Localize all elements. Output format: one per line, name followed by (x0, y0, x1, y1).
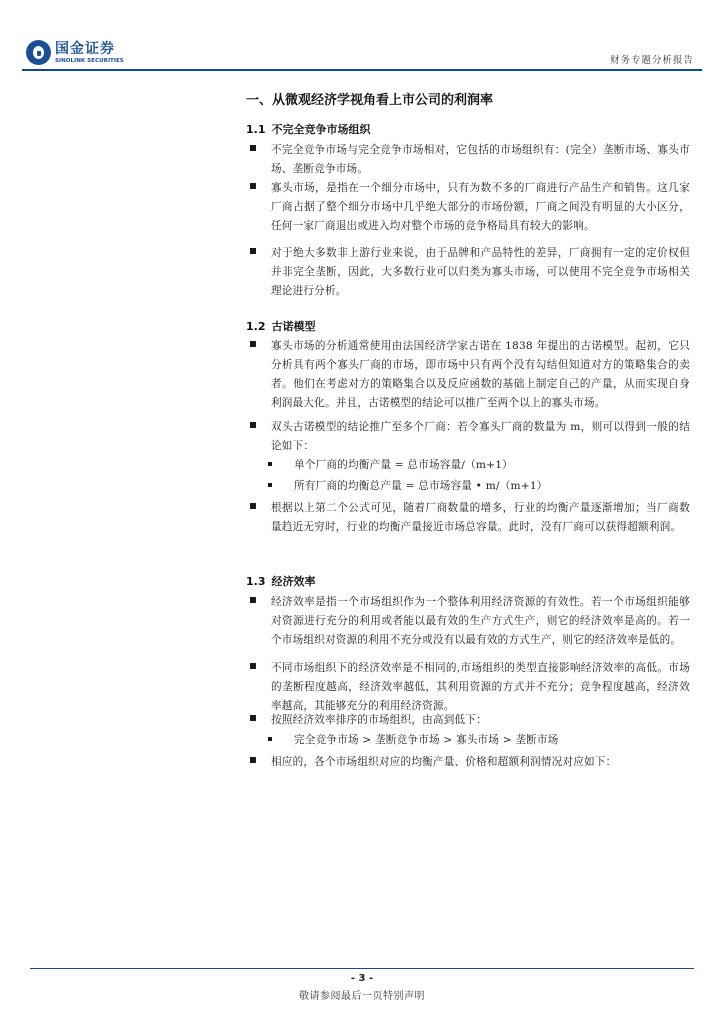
bullet-square-icon (250, 757, 256, 763)
list-item (250, 244, 690, 301)
subsection-title: 经济效率 (271, 575, 316, 588)
header-divider (22, 69, 702, 71)
bullet-square-icon (250, 503, 256, 509)
subsection-title: 不完全竞争市场组织 (271, 123, 371, 136)
report-type-label: 财务专题分析报告 (609, 55, 694, 66)
list-item (250, 141, 690, 179)
bullet-square-icon (250, 715, 256, 721)
subsection-number: 1.1 (246, 123, 266, 136)
list-item (250, 499, 690, 537)
list-item (250, 659, 690, 716)
bullet-square-icon (250, 422, 256, 428)
page-header (0, 0, 724, 76)
paragraph: 经济效率是指一个市场组织作为一个整体利用经济资源的有效性。若一个市场组织能够对资源进行充分的利用或者能以最有效的生产方式生产，则它的经济效率是高的。若一个市场组织对资源的利用不充分或没有以最有效的方式生产，则它的经济效率是低的。 (271, 596, 690, 646)
subsection-heading-1-1 (246, 121, 371, 137)
formula: 单个厂商的均衡产量 = 总市场容量/（m+1） (294, 459, 513, 471)
footer-divider (30, 968, 694, 969)
list-item (250, 418, 690, 456)
list-item (250, 753, 690, 772)
subsection-title: 古诺模型 (271, 320, 316, 333)
subsection-heading-1-2 (246, 318, 316, 334)
bullet-square-icon (250, 663, 256, 669)
page-number: - 3 - (350, 973, 374, 984)
sub-bullet-square-icon (268, 483, 272, 487)
sub-bullet-square-icon (268, 737, 272, 741)
paragraph: 寡头市场的分析通常使用由法国经济学家古诺在 1838 年提出的古诺模型。起初，它只分析具有两个寡头厂商的市场，即市场中只有两个没有勾结但知道对方的策略集合的卖者。他们在考虑对方的策略集合以及反应函数的基础上制定自己的产量，从而实现自身利润最大化。并且，古诺模型的结论可以推广至两个以上的寡头市场。 (271, 340, 690, 409)
logo-english-name: SINOLINK SECURITIES (55, 57, 124, 64)
footer-disclaimer: 敬请参阅最后一页特别声明 (299, 991, 425, 1002)
list-item (250, 711, 690, 730)
section-title: 一、从微观经济学视角看上市公司的利润率 (246, 93, 494, 108)
bullet-square-icon (250, 248, 256, 254)
ranking-text: 完全竞争市场 > 垄断竞争市场 > 寡头市场 > 垄断市场 (294, 734, 559, 746)
paragraph: 相应的，各个市场组织对应的均衡产量、价格和超额利润情况对应如下： (271, 756, 617, 768)
list-item (250, 179, 690, 236)
paragraph: 对于绝大多数非上游行业来说，由于品牌和产品特性的差异，厂商拥有一定的定价权但并非完全垄断，因此，大多数行业可以归类为寡头市场，可以使用不完全竞争市场相关理论进行分析。 (271, 247, 690, 297)
paragraph: 不同市场组织下的经济效率是不相同的,市场组织的类型直接影响经济效率的高低。市场的垄断程度越高，经济效率越低，其利用资源的方式并不充分；竞争程度越高，经济效率越高，其能够充分的利用经济资源。 (271, 662, 690, 712)
paragraph: 寡头市场，是指在一个细分市场中，只有为数不多的厂商进行产品生产和销售。这几家厂商占据了整个细分市场中几乎绝大部分的市场份额，厂商之间没有明显的大小区分，任何一家厂商退出或进入均对整个市场的竞争格局具有较大的影响。 (271, 182, 690, 232)
logo-chinese-name: 国金证券 (55, 40, 115, 57)
sub-list-item (268, 456, 688, 475)
list-item (250, 337, 690, 413)
bullet-square-icon (250, 597, 256, 603)
sub-bullet-square-icon (268, 462, 272, 466)
logo-mark-icon (26, 40, 51, 65)
sub-list-item (268, 477, 688, 496)
bullet-square-icon (250, 145, 256, 151)
subsection-heading-1-3 (246, 573, 316, 589)
formula: 所有厂商的均衡总产量 = 总市场容量 • m/（m+1） (294, 480, 548, 492)
list-item (250, 593, 690, 650)
company-logo (26, 40, 124, 65)
bullet-square-icon (250, 341, 256, 347)
bullet-square-icon (250, 183, 256, 189)
paragraph: 按照经济效率排序的市场组织，由高到低下： (271, 714, 487, 726)
paragraph: 双头古诺模型的结论推广至多个厂商：若令寡头厂商的数量为 m，则可以得到一般的结论如下： (271, 421, 690, 452)
paragraph: 根据以上第二个公式可见，随着厂商数量的增多，行业的均衡产量逐渐增加；当厂商数量趋近无穷时，行业的均衡产量接近市场总容量。此时，没有厂商可以获得超额利润。 (271, 502, 690, 533)
sub-list-item (268, 731, 688, 750)
subsection-number: 1.3 (246, 575, 266, 588)
paragraph: 不完全竞争市场与完全竞争市场相对，它包括的市场组织有：(完全）垄断市场、寡头市场、垄断竞争市场。 (271, 144, 690, 175)
subsection-number: 1.2 (246, 320, 266, 333)
